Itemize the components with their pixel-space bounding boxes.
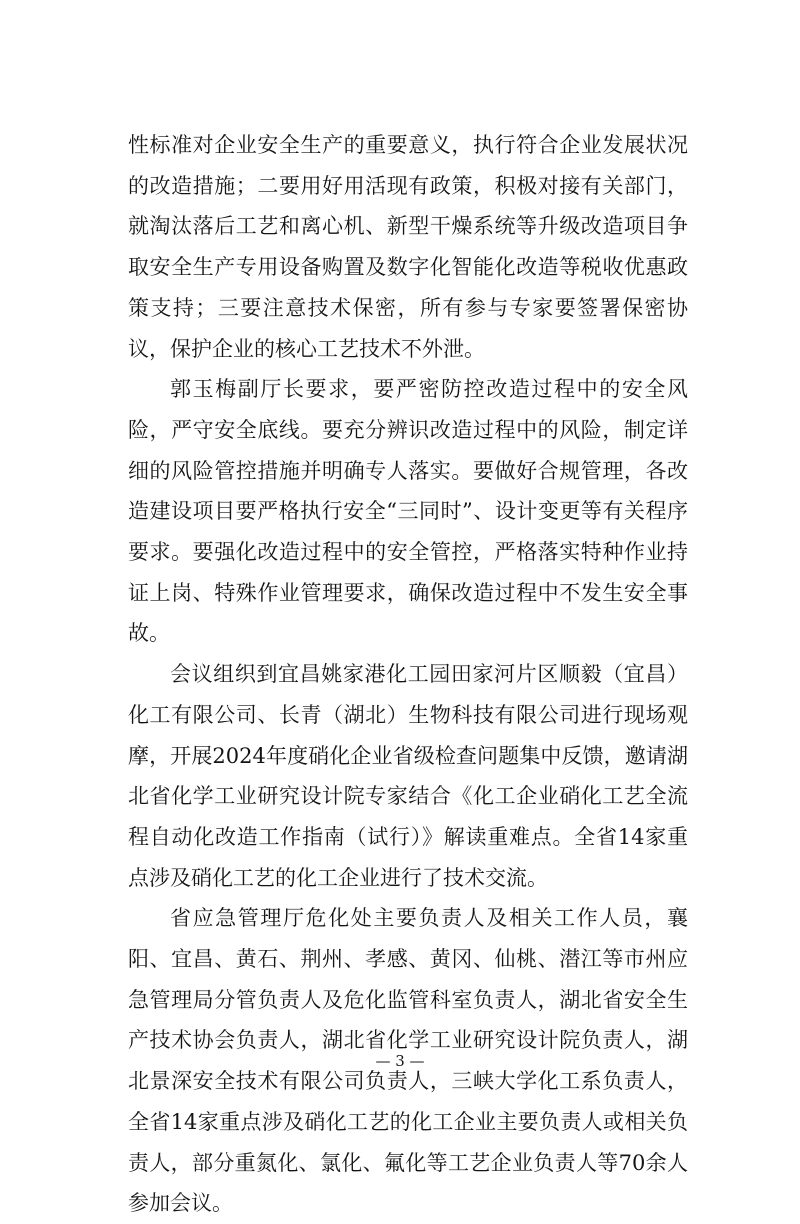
- paragraph-site-visit: 会议组织到宜昌姚家港化工园田家河片区顺毅（宜昌）化工有限公司、长青（湖北）生物科技有限公司进行现场观摩，开展2024年度硝化企业省级检查问题集中反馈，邀请湖北省化学工业研究设计院专家结合《化工企业硝化工艺全流程自动化改造工作指南（试行）》解读重难点。全省14家重点涉及硝化工艺的化工企业进行了技术交流。: [128, 662, 688, 890]
- paragraph-continued: 性标准对企业安全生产的重要意义，执行符合企业发展状况的改造措施；二要用好用活现有政策，积极对接有关部门，就淘汰落后工艺和离心机、新型干燥系统等升级改造项目争取安全生产专用设备购置及数字化智能化改造等税收优惠政策支持；三要注意技术保密，所有参与专家要签署保密协议，保护企业的核心工艺技术不外泄。: [128, 133, 688, 361]
- paragraph-attendees: 省应急管理厅危化处主要负责人及相关工作人员，襄阳、宜昌、黄石、荆州、孝感、黄冈、仙桃、潜江等市州应急管理局分管负责人及危化监管科室负责人，湖北省安全生产技术协会负责人，湖北省化学工业研究设计院负责人，湖北景深安全技术有限公司负责人，三峡大学化工系负责人，全省14家重点涉及硝化工艺的化工企业主要负责人或相关负责人，部分重氮化、氯化、氟化等工艺企业负责人等70余人参加会议。: [128, 906, 688, 1216]
- paragraph-vice-director-requirements: 郭玉梅副厅长要求，要严密防控改造过程中的安全风险，严守安全底线。要充分辨识改造过程中的风险，制定详细的风险管控措施并明确专人落实。要做好合规管理，各改造建设项目要严格执行安全“三同时”、设计变更等有关程序要求。要强化改造过程中的安全管控，严格落实特种作业持证上岗、特殊作业管理要求，确保改造过程中不发生安全事故。: [128, 377, 688, 646]
- page-number: — 3 —: [375, 1052, 425, 1070]
